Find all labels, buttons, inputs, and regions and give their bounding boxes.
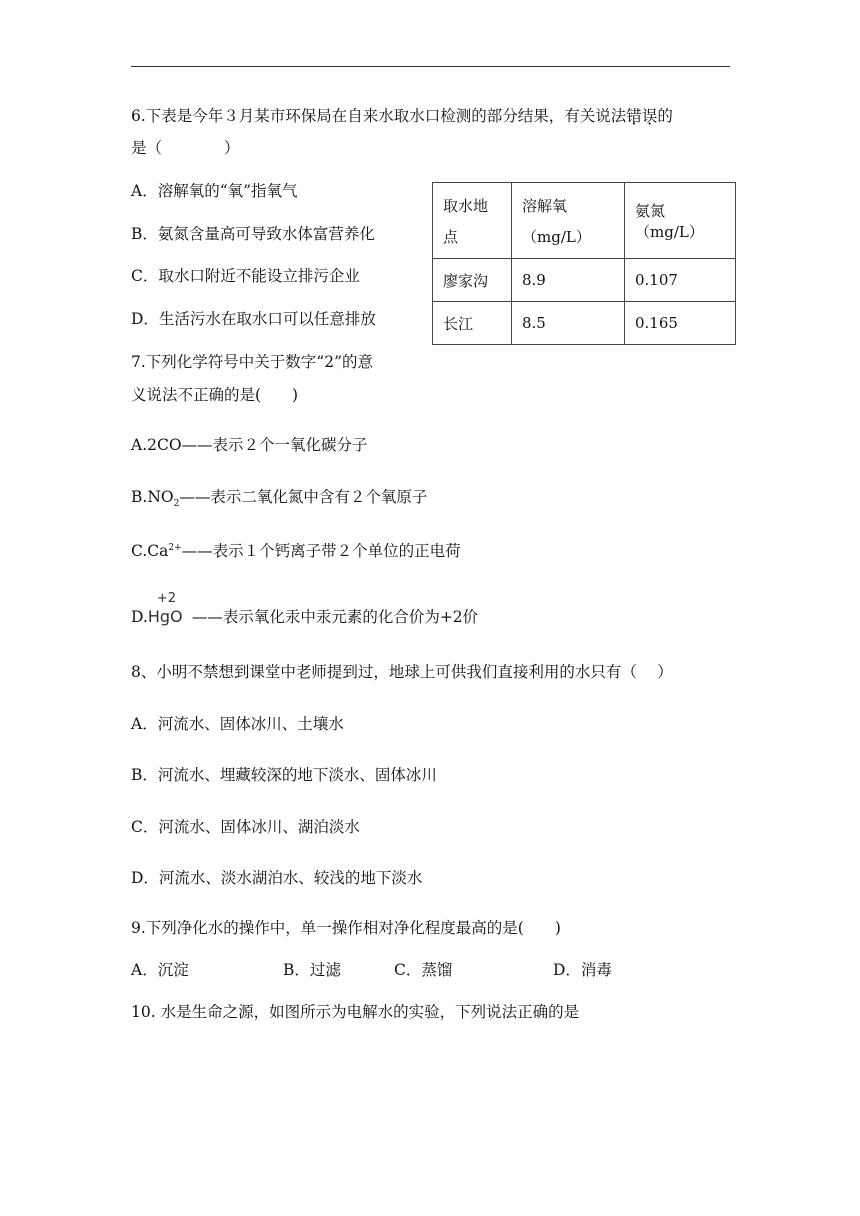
q10-stem: 10. 水是生命之源，如图所示为电解水的实验，下列说法正确的是 (131, 1003, 580, 1021)
q6-option-a: A．溶解氧的“氧”指氧气 (131, 182, 298, 200)
q8-option-d: D．河流水、淡水湖泊水、较浅的地下淡水 (131, 869, 423, 887)
q7-option-a: A.2CO——表示２个一氧化碳分子 (131, 436, 368, 454)
q8-option-a: A．河流水、固体冰川、土壤水 (131, 715, 344, 733)
cell-place: 长江 (433, 302, 512, 345)
cell-place: 廖家沟 (433, 259, 512, 302)
hgo-valence-formula: +2 HgO (147, 591, 183, 626)
cell-oxygen: 8.9 (512, 259, 625, 302)
q9-option-d: D．消毒 (553, 961, 612, 979)
q9-option-c: C．蒸馏 (394, 961, 453, 979)
header-place: 取水地 点 (433, 183, 512, 259)
q6-option-d: D．生活污水在取水口可以任意排放 (131, 310, 376, 328)
q9-option-a: A．沉淀 (131, 961, 189, 979)
header-oxygen: 溶解氧 （mg/L） (512, 183, 625, 259)
table-row (433, 259, 736, 302)
q8-stem: 8、小明不禁想到课堂中老师提到过，地球上可供我们直接利用的水只有（ ） (131, 663, 673, 681)
header-rule (131, 66, 730, 67)
q7-stem-line1: 7.下列化学符号中关于数字“2”的意 (131, 353, 373, 371)
water-quality-table (432, 182, 736, 345)
q6-option-c: C．取水口附近不能设立排污企业 (131, 267, 360, 285)
q6-stem-line1: 6.下表是今年３月某市环保局在自来水取水口检测的部分结果，有关说法错误的 (131, 107, 673, 125)
table-header-row (433, 183, 736, 259)
q8-option-c: C．河流水、固体冰川、湖泊淡水 (131, 818, 360, 836)
q7-option-c: $C.Ca^{2+}——$表示１个钙离子带２个单位的正电荷 (131, 542, 461, 561)
q7-option-b: $B.NO_2——$表示二氧化氮中含有２个氧原子 (131, 488, 428, 510)
q6-stem-line2: 是（ ） (131, 139, 240, 157)
cell-ammonia: 0.165 (625, 302, 736, 345)
q6-option-b: B．氨氮含量高可导致水体富营养化 (131, 225, 375, 243)
cell-oxygen: 8.5 (512, 302, 625, 345)
q9-stem: 9.下列净化水的操作中，单一操作相对净化程度最高的是( ) (131, 919, 561, 937)
q8-option-b: B．河流水、埋藏较深的地下淡水、固体冰川 (131, 766, 437, 784)
q7-stem-line2: 义说法不正确的是( ) (131, 386, 299, 404)
cell-ammonia: 0.107 (625, 259, 736, 302)
table-row (433, 302, 736, 345)
header-ammonia: 氨氮（mg/L） (625, 183, 736, 259)
q9-option-b: B．过滤 (283, 961, 341, 979)
q7-option-d: D. +2 HgO ——表示氧化汞中汞元素的化合价为+2价 (131, 591, 479, 626)
